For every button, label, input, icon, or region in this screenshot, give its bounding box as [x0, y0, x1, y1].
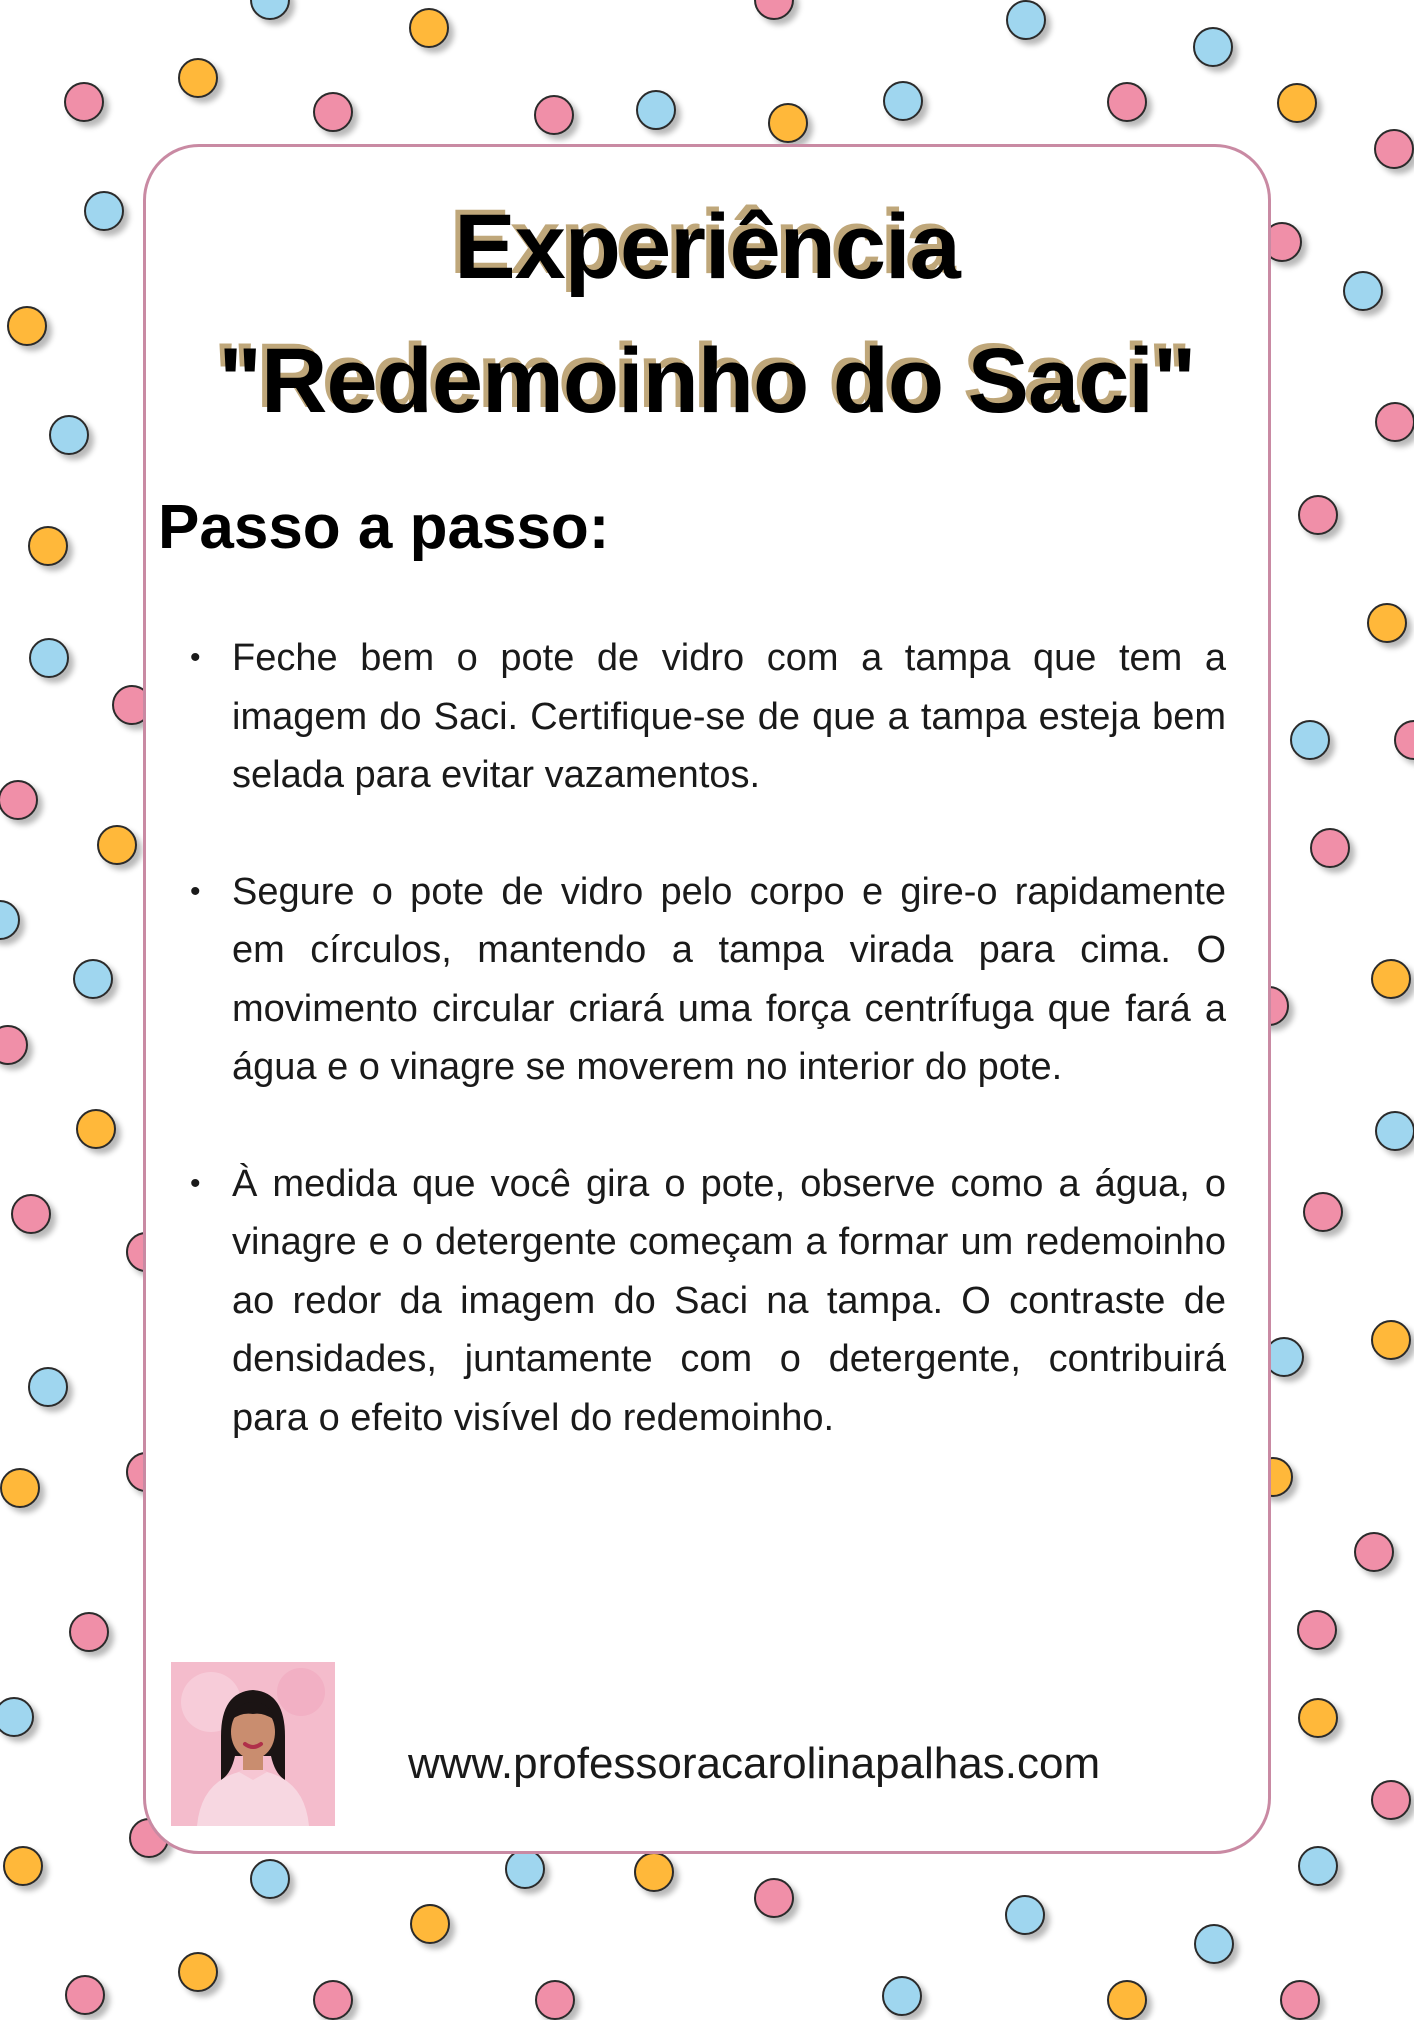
polka-dot: [1107, 82, 1147, 122]
polka-dot: [28, 1367, 68, 1407]
list-item: [186, 629, 1226, 805]
polka-dot: [7, 306, 47, 346]
polka-dot: [76, 1109, 116, 1149]
polka-dot: [178, 58, 218, 98]
polka-dot: [1367, 603, 1407, 643]
polka-dot: [1194, 1924, 1234, 1964]
polka-dot: [409, 8, 449, 48]
author-photo: [171, 1662, 335, 1826]
polka-dot: [178, 1952, 218, 1992]
polka-dot: [1193, 27, 1233, 67]
content-card: [143, 144, 1271, 1854]
polka-dot: [0, 900, 20, 940]
bullet-icon: •: [190, 641, 201, 674]
polka-dot: [1375, 402, 1414, 442]
polka-dot: [534, 95, 574, 135]
steps-list: [186, 629, 1226, 1505]
polka-dot: [250, 1859, 290, 1899]
polka-dot: [1006, 0, 1046, 40]
polka-dot: [505, 1849, 545, 1889]
polka-dot: [1297, 1610, 1337, 1650]
polka-dot: [1354, 1532, 1394, 1572]
polka-dot: [1107, 1980, 1147, 2020]
website-link[interactable]: www.professoracarolinapalhas.com: [408, 1739, 1101, 1788]
polka-dot: [883, 81, 923, 121]
polka-dot: [97, 825, 137, 865]
polka-dot: [313, 92, 353, 132]
polka-dot: [1371, 959, 1411, 999]
polka-dot: [1343, 271, 1383, 311]
bullet-icon: •: [190, 874, 201, 908]
polka-dot: [64, 82, 104, 122]
polka-dot: [882, 1976, 922, 2016]
polka-dot: [1298, 495, 1338, 535]
polka-dot: [28, 526, 68, 566]
polka-dot: [410, 1904, 450, 1944]
polka-dot: [3, 1846, 43, 1886]
polka-dot: [1371, 1320, 1411, 1360]
polka-dot: [69, 1612, 109, 1652]
polka-dot: [0, 780, 38, 820]
page-title-line-1: Experiência: [454, 196, 960, 298]
page-title-line-2: "Redemoinho do Saci": [218, 330, 1196, 432]
polka-dot: [1394, 720, 1414, 760]
polka-dot: [65, 1975, 105, 2015]
polka-dot: [1374, 129, 1414, 169]
polka-dot: [11, 1194, 51, 1234]
polka-dot: [1277, 83, 1317, 123]
polka-dot: [1280, 1980, 1320, 2020]
polka-dot: [0, 1468, 40, 1508]
polka-dot: [29, 638, 69, 678]
list-item: [186, 863, 1226, 1097]
polka-dot: [634, 1852, 674, 1892]
polka-dot: [73, 959, 113, 999]
polka-dot: [1303, 1192, 1343, 1232]
bullet-icon: •: [190, 1166, 201, 1200]
polka-dot: [636, 90, 676, 130]
author-portrait-icon: [171, 1662, 335, 1826]
polka-dot: [1310, 828, 1350, 868]
polka-dot: [754, 1878, 794, 1918]
polka-dot: [1371, 1780, 1411, 1820]
polka-dot: [1298, 1846, 1338, 1886]
polka-dot: [0, 1697, 34, 1737]
list-item: [186, 1155, 1226, 1448]
step-text: À medida que você gira o pote, observe como a água, o vinagre e o detergente começam a formar um redemoinho ao redor da imagem do Saci na tampa. O contraste de densidades, juntamente com o detergente, contribuirá para o efeito visível do redemoinho.: [232, 1162, 1226, 1439]
section-heading: Passo a passo:: [158, 493, 610, 562]
polka-dot: [0, 1025, 28, 1065]
polka-dot: [768, 103, 808, 143]
polka-dot: [84, 191, 124, 231]
polka-dot: [49, 415, 89, 455]
step-text: Feche bem o pote de vidro com a tampa que tem a imagem do Saci. Certifique-se de que a tampa esteja bem selada para evitar vazamentos.: [232, 637, 1226, 796]
step-text: Segure o pote de vidro pelo corpo e gire-o rapidamente em círculos, mantendo a tampa virada para cima. O movimento circular criará uma força centrífuga que fará a água e o vinagre se moverem no interior do pote.: [232, 870, 1226, 1088]
polka-dot: [250, 0, 290, 20]
polka-dot: [535, 1980, 575, 2020]
polka-dot: [1298, 1698, 1338, 1738]
polka-dot: [1005, 1895, 1045, 1935]
polka-dot: [313, 1980, 353, 2020]
polka-dot: [1290, 720, 1330, 760]
polka-dot: [754, 0, 794, 20]
polka-dot: [1375, 1111, 1414, 1151]
